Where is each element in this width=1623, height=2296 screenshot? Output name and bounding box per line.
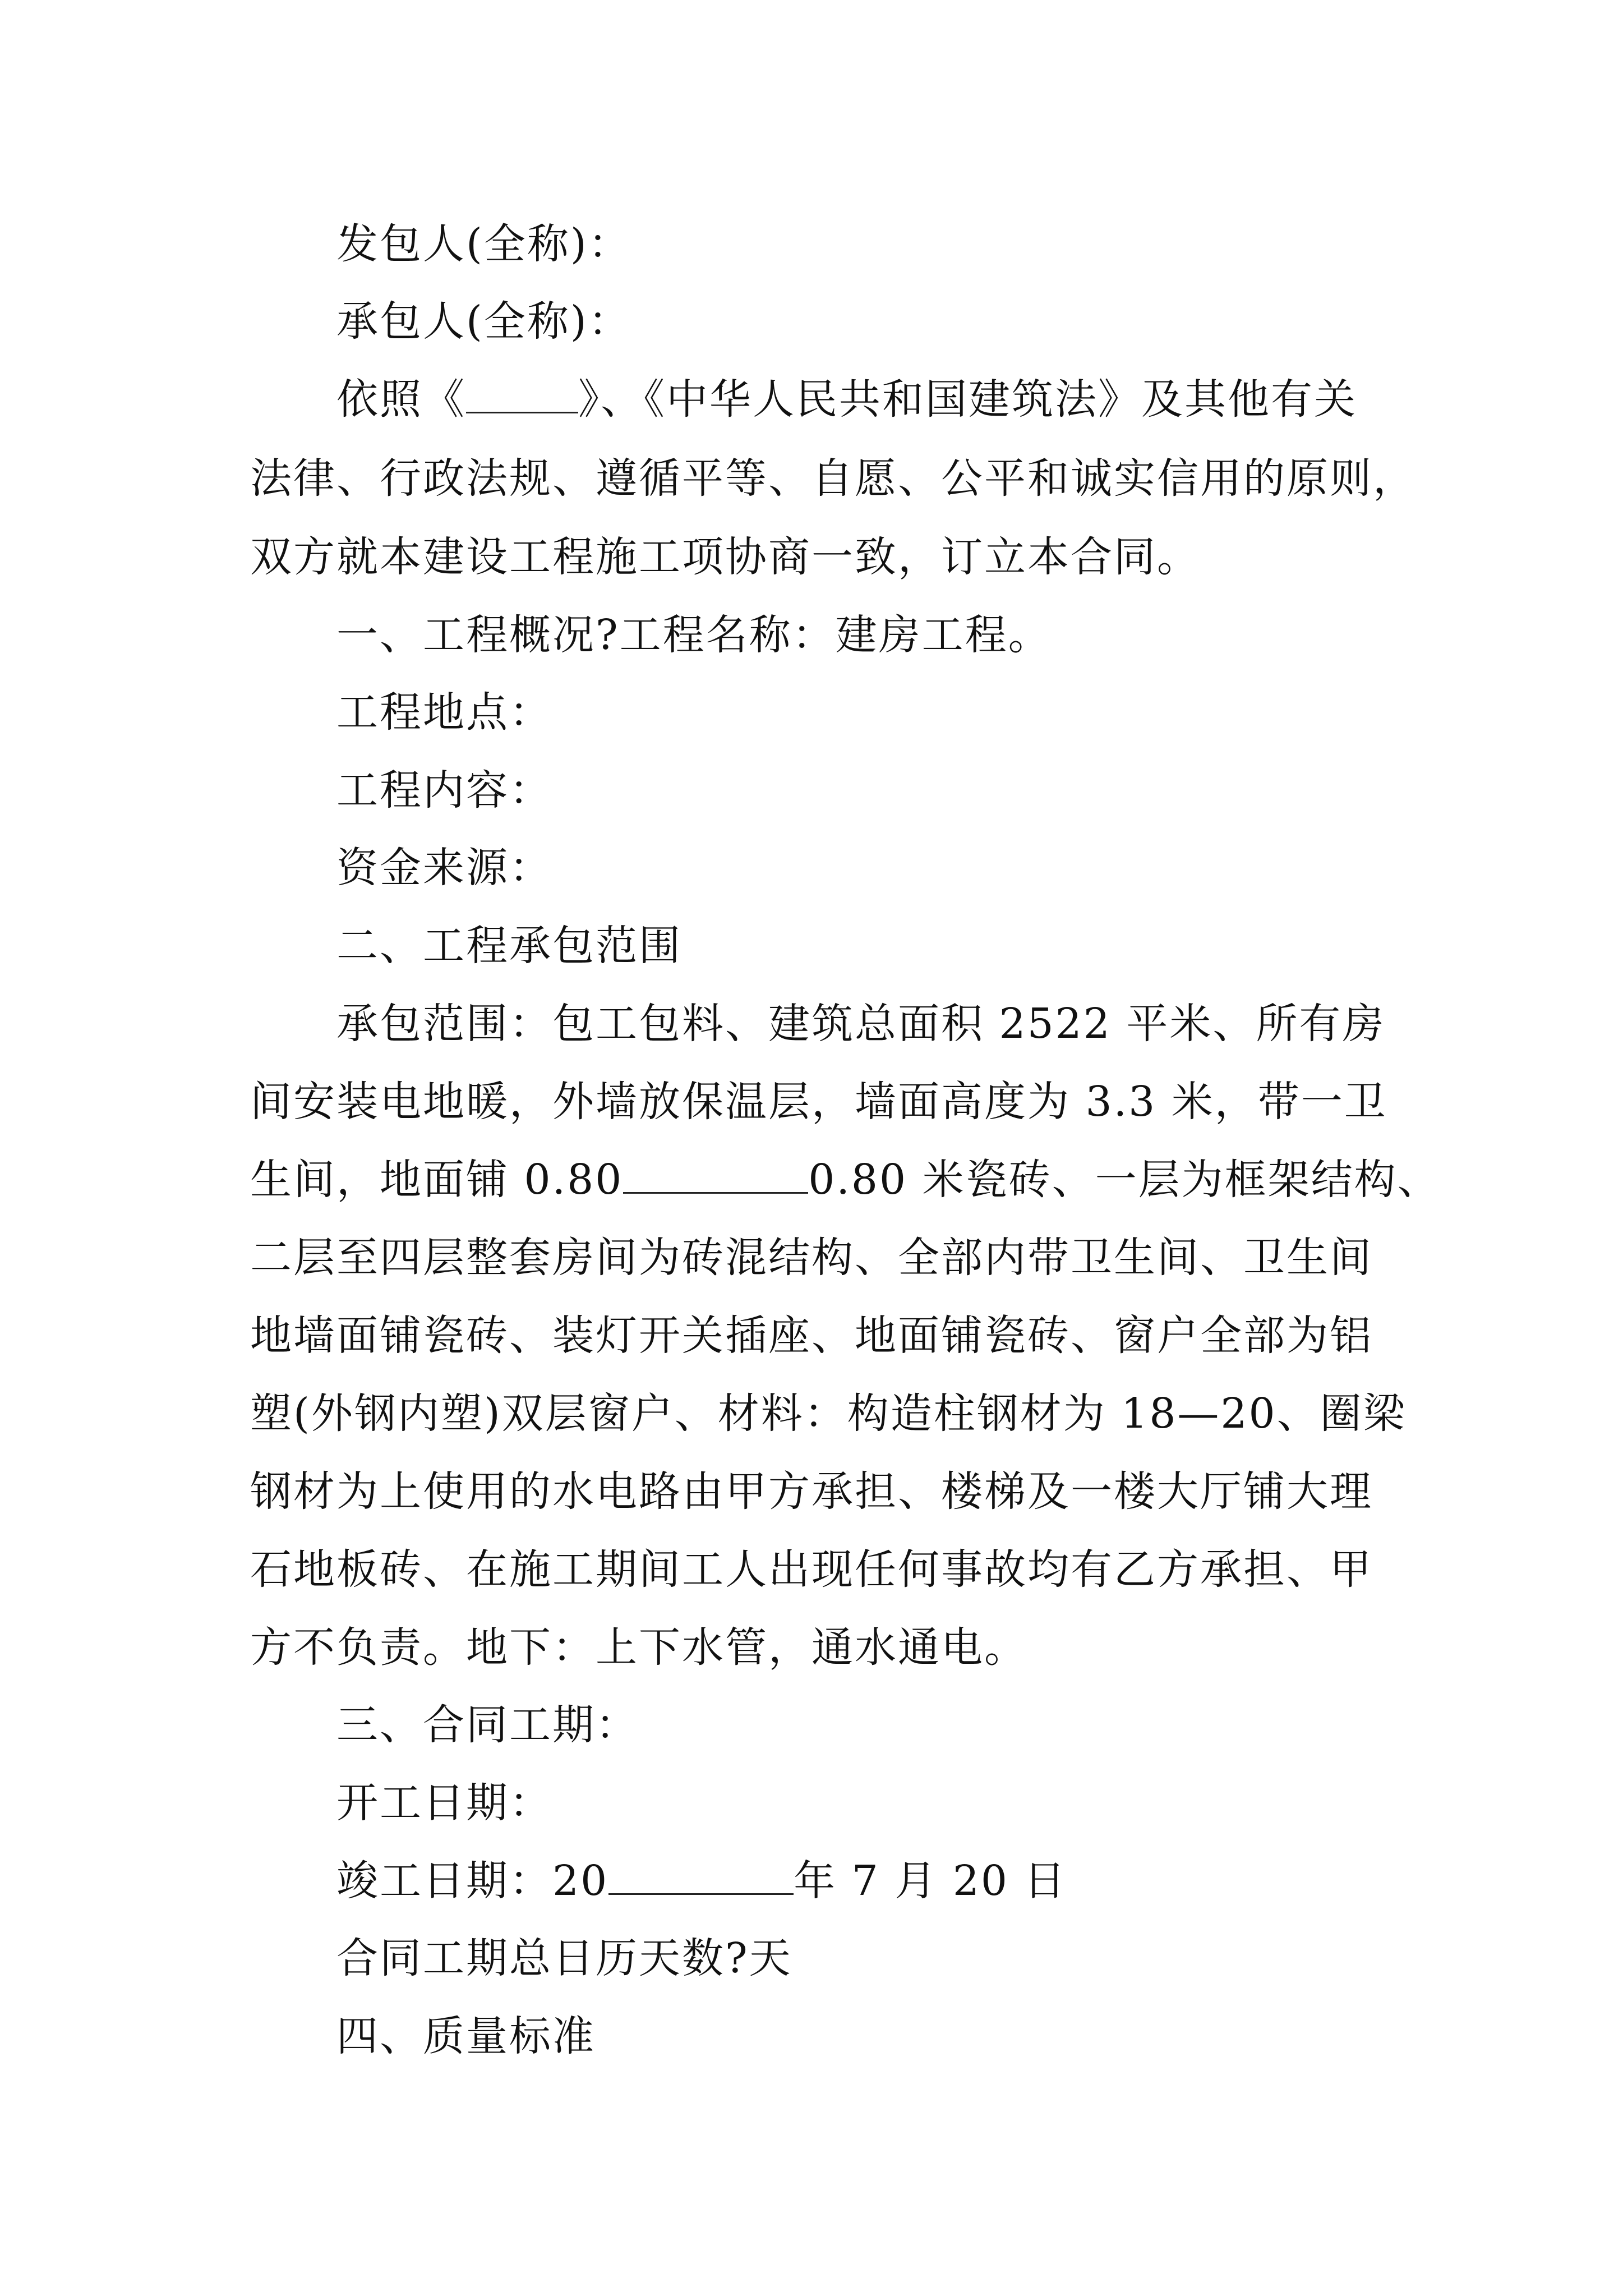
contractor-line: 承包人(全称)： — [336, 297, 631, 346]
scope-line-7: 钢材为上使用的水电路由甲方承担、楼梯及一楼大厅铺大理 — [250, 1467, 1373, 1516]
paragraph-basis-line-2: 法律、行政法规、遵循平等、自愿、公平和诚实信用的原则， — [250, 454, 1416, 503]
scope-line-3: 生间，地面铺 0.80 0.80 米瓷砖、一层为框架结构、 — [250, 1156, 1441, 1204]
scope-line-4: 二层至四层整套房间为砖混结构、全部内带卫生间、卫生间 — [250, 1234, 1373, 1282]
scope-line-8: 石地板砖、在施工期间工人出现任何事故均有乙方承担、甲 — [250, 1545, 1373, 1594]
paragraph-basis-line-1: 依照《 》、《中华人民共和国建筑法》及其他有关 — [336, 375, 1357, 424]
project-content-line: 工程内容： — [336, 766, 552, 815]
completion-date-line: 竣工日期：20 年 7 月 20 日 — [336, 1857, 1067, 1905]
scope-line-5: 地墙面铺瓷砖、装灯开关插座、地面铺瓷砖、窗户全部为铝 — [250, 1312, 1373, 1360]
year-blank — [608, 1858, 794, 1895]
section-1-heading: 一、工程概况?工程名称：建房工程。 — [336, 611, 1052, 659]
tile-size-blank — [623, 1157, 808, 1194]
employer-line: 发包人(全称)： — [336, 220, 631, 268]
total-days-line: 合同工期总日历天数?天 — [336, 1934, 792, 1982]
law-name-blank — [466, 377, 578, 413]
paragraph-basis-line-3: 双方就本建设工程施工项协商一致，订立本合同。 — [250, 533, 1200, 581]
scope-line-9: 方不负责。地下：上下水管，通水通电。 — [250, 1623, 1027, 1672]
scope-line-1: 承包范围：包工包料、建筑总面积 2522 平米、所有房 — [336, 1000, 1386, 1048]
section-4-heading: 四、质量标准 — [336, 2012, 596, 2060]
project-location-line: 工程地点： — [336, 688, 552, 737]
section-3-heading: 三、合同工期： — [336, 1701, 639, 1749]
start-date-line: 开工日期： — [336, 1779, 552, 1827]
section-2-heading: 二、工程承包范围 — [336, 922, 682, 970]
scope-line-2: 间安装电地暖，外墙放保温层，墙面高度为 3.3 米，带一卫 — [250, 1078, 1387, 1126]
funding-source-line: 资金来源： — [336, 844, 552, 892]
scope-line-6: 塑(外钢内塑)双层窗户、材料：构造柱钢材为 18—20、圈梁 — [250, 1389, 1407, 1438]
